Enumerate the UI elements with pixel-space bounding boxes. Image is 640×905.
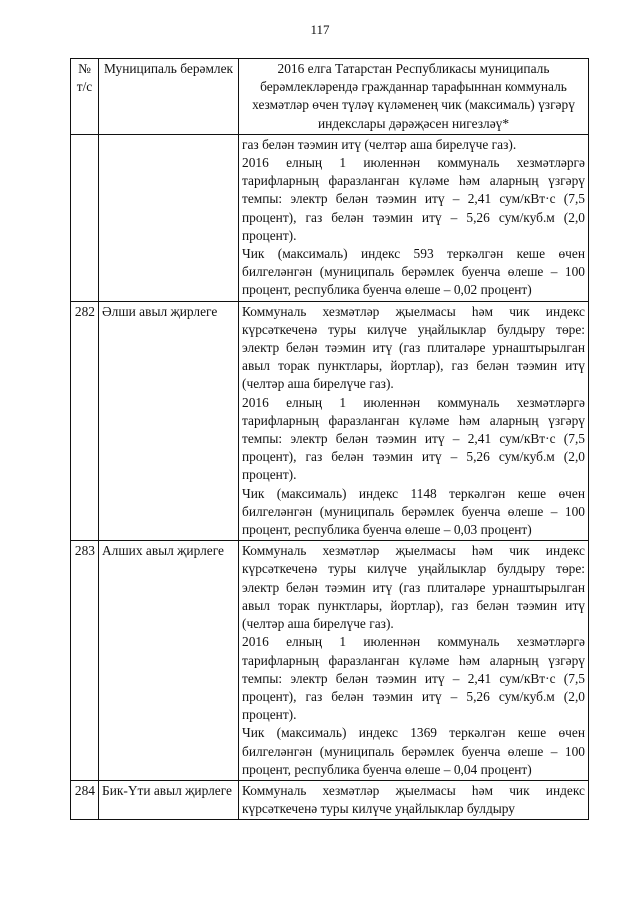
indices-table [70,58,589,820]
row-municipality: Әлши авыл җирлеге [99,301,239,541]
description-paragraph: 2016 елның 1 июленнән коммуналь хезмәтләргә тарифларның фаразланган күләме һәм аларның үзгәрү темпы: электр белән тәэмин итү – 2,41 сум/кВт·с (7,5 процент), газ белән тәэмин итү – 5,26 сум/куб.м (2,0 процент). [242,155,585,243]
description-paragraph: Чик (максималь) индекс 1369 теркәлгән кеше өчен билгеләнгән (муниципаль берәмлек буенча өлеше – 100 процент, республика буенча өлеше – 0,04 процент) [242,725,585,777]
row-description [239,541,589,781]
row-number: 284 [71,780,99,819]
row-description [239,301,589,541]
description-paragraph: Чик (максималь) индекс 1148 теркәлгән кеше өчен билгеләнгән (муниципаль берәмлек буенча өлеше – 100 процент, республика буенча өлеше – 0,03 процент) [242,485,585,538]
row-municipality: Алших авыл җирлеге [99,541,239,781]
header-municipality: Муниципаль берәмлек [99,59,239,135]
table-header-row [71,59,589,135]
table-row [71,134,589,301]
row-number: 282 [71,301,99,541]
table-row [71,541,589,781]
row-description [239,134,589,301]
row-description [239,780,589,819]
row-municipality [99,134,239,301]
description-paragraph: 2016 елның 1 июленнән коммуналь хезмәтләргә тарифларның фаразланган күләме һәм аларның үзгәрү темпы: электр белән тәэмин итү – 2,41 сум/кВт·с (7,5 процент), газ белән тәэмин итү – 5,26 сум/куб.м (2,0 процент). [242,394,585,483]
header-description: 2016 елга Татарстан Республикасы муниципаль берәмлекләрендә гражданнар тарафыннан коммуналь хезмәтләр өчен түләү күләменең чик (максималь) үзгәрү индекслары дәрәҗәсен нигезләү* [239,59,589,135]
table-row [71,301,589,541]
description-paragraph: газ белән тәэмин итү (челтәр аша бирелүче газ). [242,136,517,152]
page-number: 117 [310,22,330,37]
description-paragraph: Коммуналь хезмәтләр җыелмасы һәм чик индекс күрсәткеченә туры килүче уңайлыклар булдыру төре: электр белән тәэмин итү (газ плиталәре урнаштырылган авыл торак пунктлары, йортлар), газ белән тәэмин итү (челтәр аша бирелүче газ). [242,543,585,632]
description-paragraph: Коммуналь хезмәтләр җыелмасы һәм чик индекс күрсәткеченә туры килүче уңайлыклар булдыру [242,782,585,817]
description-paragraph: 2016 елның 1 июленнән коммуналь хезмәтләргә тарифларның фаразланган күләме һәм аларның үзгәрү темпы: электр белән тәэмин итү – 2,41 сум/кВт·с (7,5 процент), газ белән тәэмин итү – 5,26 сум/куб.м (2,0 процент). [242,634,585,723]
row-number [71,134,99,301]
header-number: № т/с [71,59,99,135]
row-number: 283 [71,541,99,781]
description-paragraph: Коммуналь хезмәтләр җыелмасы һәм чик индекс күрсәткеченә туры килүче уңайлыклар булдыру төре: электр белән тәэмин итү (газ плиталәре урнаштырылган авыл торак пунктлары, йортлар), газ белән тәэмин итү (челтәр аша бирелүче газ). [242,303,585,392]
table-row [71,780,589,819]
row-municipality: Бик-Үти авыл җирлеге [99,780,239,819]
description-paragraph: Чик (максималь) индекс 593 теркәлгән кеше өчен билгеләнгән (муниципаль берәмлек буенча өлеше – 100 процент, республика буенча өлеше – 0,02 процент) [242,246,585,298]
